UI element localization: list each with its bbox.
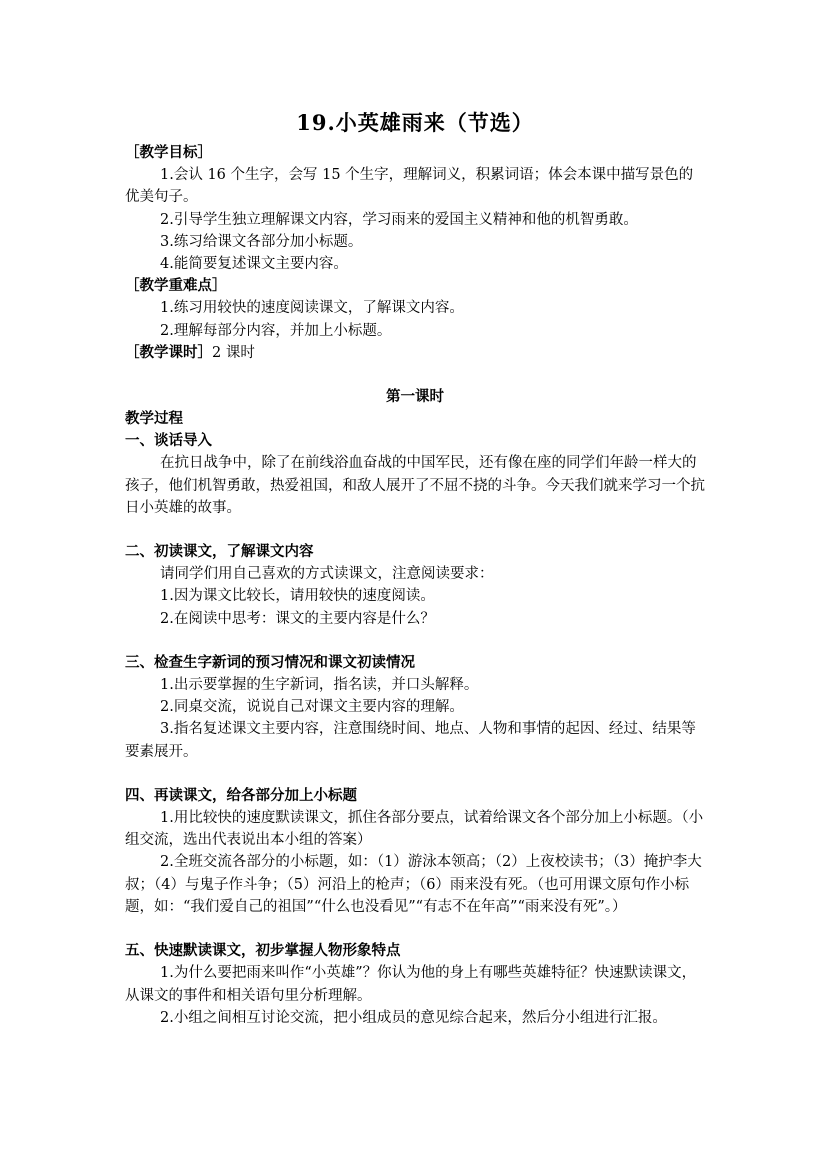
- goal-item: 2.引导学生独立理解课文内容，学习雨来的爱国主义精神和他的机智勇敢。: [160, 211, 638, 228]
- section-heading: 二、初读课文，了解课文内容: [125, 543, 314, 561]
- section-paragraph: 1.用比较快的速度默读课文，抓住各部分要点，试着给课文各个部分加上小标题。（小组交流，选出代表说出本小组的答案）: [125, 810, 704, 849]
- document-title: 19.小英雄雨来（节选）: [296, 110, 534, 135]
- key-point-item: 2.理解每部分内容，并加上小标题。: [160, 322, 392, 339]
- section-paragraph: 2.全班交流各部分的小标题，如：（1）游泳本领高；（2）上夜校读书；（3）掩护李大叔；（4）与鬼子作斗争；（5）河沿上的枪声；（6）雨来没有死。（也可用课文原句作小标题，如：“我们爱自己的祖国”“什么也没看见”“有志不在年高”“雨来没有死”。）: [125, 854, 702, 915]
- lesson-title: 第一课时: [386, 388, 444, 406]
- key-points-heading: ［教学重难点］: [125, 277, 227, 295]
- section-paragraph: 2.在阅读中思考：课文的主要内容是什么？: [160, 610, 435, 627]
- key-point-item: 1.练习用较快的速度阅读课文，了解课文内容。: [160, 300, 464, 317]
- section-paragraph: 请同学们用自己喜欢的方式读课文，注意阅读要求：: [160, 566, 494, 583]
- section-paragraph: 3.指名复述课文主要内容，注意围绕时间、地点、人物和事情的起因、经过、结果等要素展开。: [125, 721, 696, 760]
- section-paragraph: 1.为什么要把雨来叫作“小英雄”？你认为他的身上有哪些英雄特征？快速默读课文，从课文的事件和相关语句里分析理解。: [125, 965, 697, 1004]
- section-paragraph: 2.同桌交流，说说自己对课文主要内容的理解。: [160, 699, 464, 716]
- goal-item: 4.能简要复述课文主要内容。: [160, 256, 348, 273]
- section-heading: 五、快速默读课文，初步掌握人物形象特点: [125, 942, 401, 960]
- section-heading: 三、检查生字新词的预习情况和课文初读情况: [125, 653, 415, 671]
- hours-value: 2 课时: [212, 344, 255, 361]
- section-heading: 一、谈话导入: [125, 432, 212, 450]
- document-page: [125, 108, 705, 1029]
- section-heading: 四、再读课文，给各部分加上小标题: [125, 786, 357, 804]
- hours-row: [125, 342, 705, 364]
- hours-heading: ［教学课时］: [125, 343, 212, 361]
- goal-item: 3.练习给课文各部分加小标题。: [160, 233, 363, 250]
- section-paragraph: 1.出示要掌握的生字新词，指名读，并口头解释。: [160, 677, 479, 694]
- section-paragraph: 1.因为课文比较长，请用较快的速度阅读。: [160, 588, 435, 605]
- process-title: 教学过程: [125, 410, 183, 428]
- section-paragraph: 在抗日战争中，除了在前线浴血奋战的中国军民，还有像在座的同学们年龄一样大的孩子，他们机智勇敢，热爱祖国，和敌人展开了不屈不挠的斗争。今天我们就来学习一个抗日小英雄的故事。: [125, 455, 705, 516]
- goal-item: 1.会认 16 个生字，会写 15 个生字，理解词义，积累词语；体会本课中描写景色的优美句子。: [125, 167, 694, 206]
- section-paragraph: 2.小组之间相互讨论交流，把小组成员的意见综合起来，然后分小组进行汇报。: [160, 1009, 667, 1026]
- goals-heading: ［教学目标］: [125, 144, 212, 161]
